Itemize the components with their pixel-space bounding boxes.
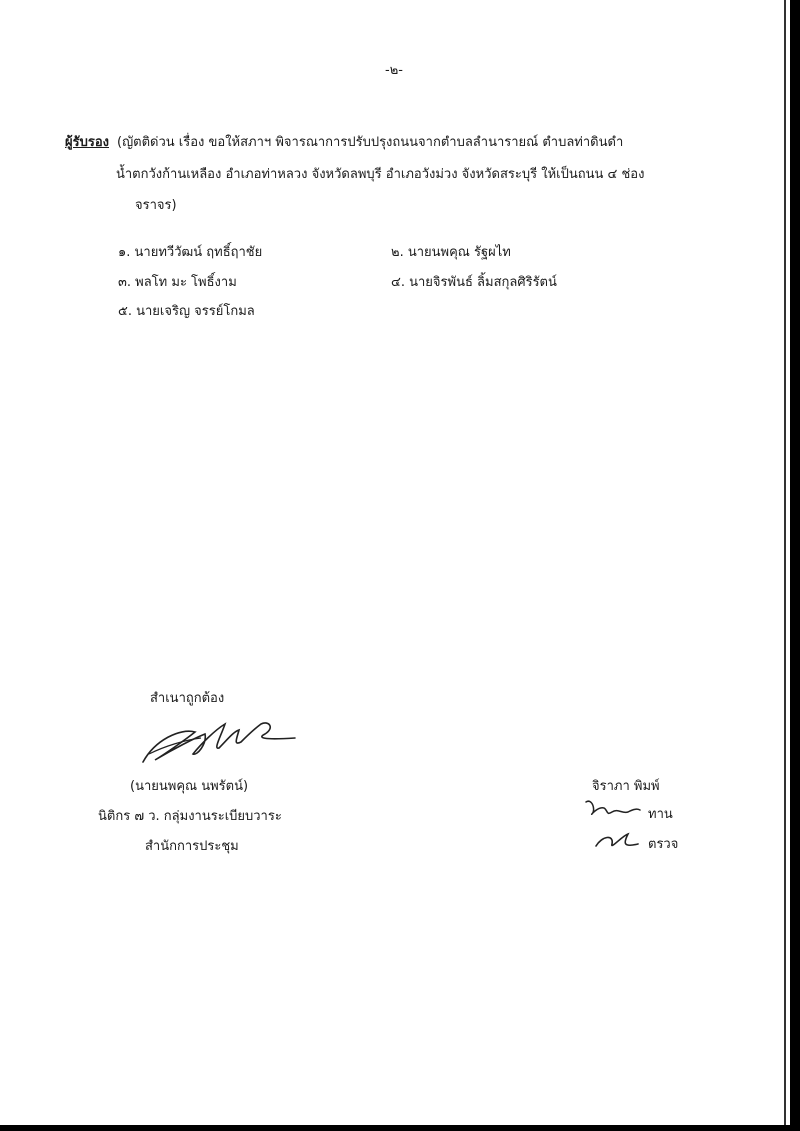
- signer-4: ๔. นายจิรพันธ์ ลิ้มสกุลศิริรัตน์: [391, 275, 557, 290]
- typist-name: จิราภา พิมพ์: [592, 779, 660, 794]
- motion-line-2: น้ำตกวังก้านเหลือง อำเภอท่าหลวง จังหวัดลพบุรี อำเภอวังม่วง จังหวัดสระบุรี ให้เป็นถนน ๔ ช่อง: [116, 167, 645, 182]
- proofreader-initials: [582, 796, 642, 820]
- scan-border-line: [784, 0, 786, 1131]
- proofread-label: ทาน: [648, 807, 673, 822]
- signer-5: ๕. นายเจริญ จรรย์โกมล: [118, 304, 255, 319]
- motion-line-3: จราจร): [135, 198, 177, 213]
- page-number: -๒-: [385, 63, 403, 78]
- handwritten-signature: [135, 710, 300, 770]
- certifier-name: (นายนพคุณ นพรัตน์): [130, 779, 249, 794]
- checker-initials: [592, 828, 642, 852]
- signer-3: ๓. พลโท มะ โพธิ์งาม: [118, 275, 237, 290]
- signer-2: ๒. นายนพคุณ รัฐผไท: [391, 245, 511, 260]
- checked-label: ตรวจ: [648, 837, 679, 852]
- scan-border-right: [790, 0, 800, 1131]
- certifier-office: สำนักการประชุม: [145, 839, 239, 854]
- endorser-label: ผู้รับรอง: [65, 135, 109, 150]
- certification-heading: สำเนาถูกต้อง: [150, 691, 225, 706]
- signer-1: ๑. นายทวีวัฒน์ ฤทธิ์ฤาชัย: [118, 245, 263, 260]
- scan-border-bottom: [0, 1125, 800, 1131]
- certifier-position: นิติกร ๗ ว. กลุ่มงานระเบียบวาระ: [98, 809, 282, 824]
- motion-line-1: (ญัตติด่วน เรื่อง ขอให้สภาฯ พิจารณาการปรับปรุงถนนจากตำบลลำนารายณ์ ตำบลท่าดินดำ: [117, 135, 624, 150]
